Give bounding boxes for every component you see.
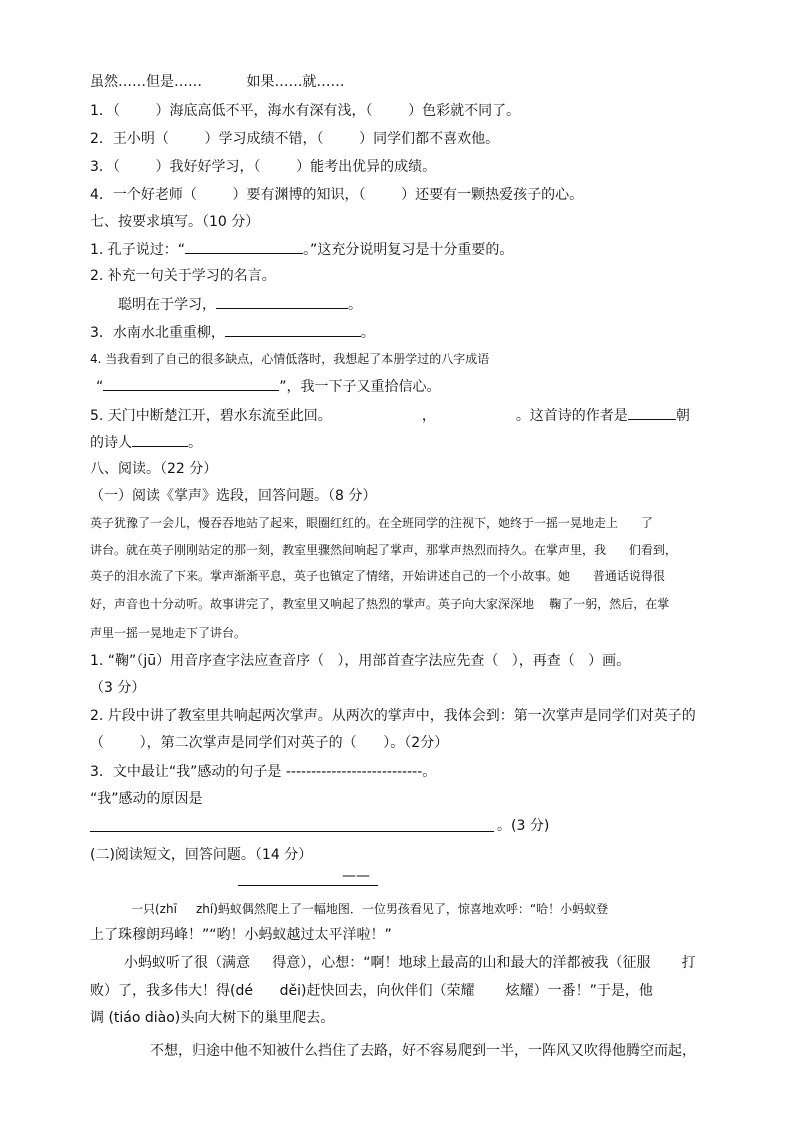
- blank-line: [216, 294, 348, 309]
- passage-line-5: 声里一摇一晃地走下了讲台。: [90, 626, 247, 640]
- passage-line-1: 英子犹豫了一会儿，慢吞吞地站了起来，眼圈红红的。在全班同学的注视下，她终于一摇一晃地走上 了: [90, 516, 653, 530]
- sec7-q4: 4. 当我看到了自己的很多缺点，心情低落时，我想起了本册学过的八字成语: [90, 352, 490, 366]
- sec7-q5-author: 。这首诗的作者是: [515, 408, 628, 424]
- story-line-6: 不想，归途中他不知被什么挡住了去路，好不容易爬到一半，一阵风又吹得他腾空而起，: [150, 1043, 696, 1059]
- sec7-q2-tail: 。: [348, 297, 362, 313]
- sec7-q2: 2. 补充一句关于学习的名言。: [90, 268, 276, 284]
- story-line-2: 上了珠穆朗玛峰！”“哟！小蚂蚁越过太平洋啦！”: [90, 927, 392, 943]
- blank-line: [628, 405, 676, 420]
- sec7-q1: [90, 239, 513, 260]
- passage-line-3: 英子的泪水流了下来。掌声渐渐平息，英子也镇定了情绪，开始讲述自己的一个小故事。她 普通话说得很: [90, 569, 665, 583]
- sec7-q3-tail: 。: [360, 325, 375, 341]
- reading-q3-reason: “我”感动的原因是: [90, 791, 203, 807]
- sec7-q5-end: 。: [188, 435, 202, 451]
- story-line-1: 一只(zhī zhí)蚂蚁偶然爬上了一幅地图．一位男孩看见了，惊喜地欢呼：“哈！小蚂蚁登: [131, 902, 609, 916]
- blank-line: [225, 322, 361, 337]
- reading-q2: 2. 片段中讲了教室里共响起两次掌声。从两次的掌声中，我体会到：第一次掌声是同学们对英子的: [90, 708, 696, 724]
- sec7-q4-lead: “: [96, 379, 104, 395]
- reading-q3-score: 。(3 分): [497, 818, 550, 834]
- reading-q1: 1. “鞠”（jū）用音序查字法应查音序（ ），用部首查字法应先查（ ），再查（ ）画。: [90, 653, 631, 669]
- sec7-q1-tail: 。”这充分说明复习是十分重要的。: [303, 242, 514, 258]
- sec7-q5: [90, 405, 690, 426]
- passage-title-mark: ——: [342, 868, 370, 884]
- blank-line: [132, 432, 188, 447]
- conjunction-options: 虽然……但是…… 如果……就……: [90, 74, 345, 90]
- section-7-heading: 七、按要求填写。（10 分）: [90, 214, 260, 230]
- fill-question-1: 1．（ ）海底高低不平，海水有深有浅，（ ）色彩就不同了。: [90, 103, 521, 119]
- fill-question-2: 2．王小明（ ）学习成绩不错，（ ）同学们都不喜欢他。: [90, 131, 500, 147]
- sec7-q3: [90, 322, 375, 343]
- sec7-q5-dynasty: 朝: [675, 408, 690, 424]
- story-line-5: 调 (tiáo diào)头向大树下的巢里爬去。: [90, 1010, 335, 1026]
- sec7-q4-tail: ”，我一下子又重拾信心。: [279, 379, 441, 395]
- reading-q1-score: （3 分）: [90, 680, 146, 696]
- title-blank-line: [238, 885, 378, 886]
- sec7-q4-answer: [96, 376, 441, 397]
- sec7-q5-poet: 的诗人: [90, 435, 132, 451]
- answer-line: [90, 831, 494, 832]
- blank-line: [103, 376, 279, 391]
- section-8-heading: 八、阅读。（22 分）: [90, 461, 218, 477]
- story-line-3: 小蚂蚁听了很（满意 得意），心想：“啊！地球上最高的山和最大的洋都被我（征服 打: [124, 955, 696, 971]
- reading-2-heading: (二)阅读短文，回答问题。（14 分）: [90, 847, 313, 863]
- story-line-4: 败）了，我多伟大！得(dé děi)赶快回去，向伙伴们（荣耀 炫耀）一番！”于是，他: [90, 983, 653, 999]
- sec7-q5-cont: [90, 432, 202, 453]
- sec7-q2-answer: [118, 294, 362, 315]
- reading-q2-cont: （ ），第二次掌声是同学们对英子的（ ）。（2分）: [90, 735, 449, 751]
- blank-line: [185, 239, 303, 254]
- sec7-q5-comma: ，: [421, 408, 436, 424]
- passage-line-2: 讲台。就在英子刚刚站定的那一刻，教室里骤然间响起了掌声，那掌声热烈而持久。在掌声里，我 们看到，: [90, 543, 677, 557]
- sec7-q3-lead: 3．水南水北重重柳，: [90, 325, 225, 341]
- passage-line-4: 好，声音也十分动听。故事讲完了，教室里又响起了热烈的掌声。英子向大家深深地 鞠了一躬，然后，在掌: [90, 597, 670, 611]
- fill-question-4: 4．一个好老师（ ）要有渊博的知识，（ ）还要有一颗热爱孩子的心。: [90, 187, 584, 203]
- fill-question-3: 3．（ ）我好好学习，（ ）能考出优异的成绩。: [90, 159, 437, 175]
- sec7-q1-lead: 1. 孔子说过：“: [90, 242, 186, 258]
- sec7-q2-lead: 聪明在于学习，: [118, 297, 216, 313]
- reading-q3: 3．文中最让“我”感动的句子是 ---------------------------。: [90, 764, 437, 780]
- sec7-q5-poem: 5. 天门中断楚江开，碧水东流至此回。: [90, 408, 332, 424]
- reading-1-heading: （一）阅读《掌声》选段，回答问题。（8 分）: [90, 488, 377, 504]
